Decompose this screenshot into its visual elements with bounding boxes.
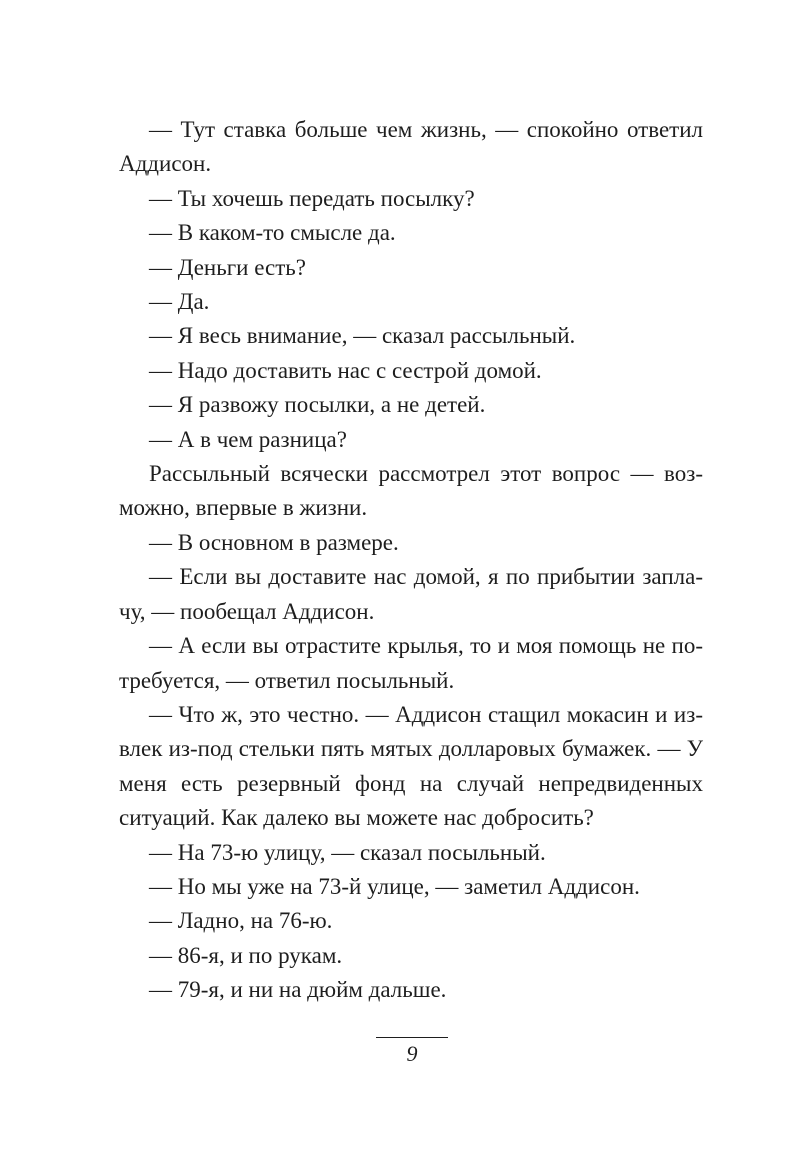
paragraph: — На 73-ю улицу, — сказал посыльный. — [149, 839, 546, 865]
paragraph: — 86-я, и по рукам. — [149, 942, 343, 968]
paragraph: — Деньги есть? — [149, 254, 306, 280]
paragraph: — Да. — [149, 289, 210, 315]
paragraph: — Что ж, это честно. — Аддисон стащил мокасин и извлек из-под стельки пять мятых долларовых бумажек. — У меня есть резервный фонд на случай непредвиденных ситуаций. Как далеко вы можете нас добросить? — [119, 701, 703, 831]
paragraph: — А в чем разница? — [149, 426, 347, 452]
paragraph: — 79-я, и ни на дюйм дальше. — [149, 977, 447, 1003]
body-text — [119, 113, 703, 1008]
paragraph: — В основном в размере. — [149, 529, 399, 555]
paragraph: — Ты хочешь передать посылку? — [149, 185, 475, 211]
paragraph: — А если вы отрастите крылья, то и моя помощь не потребуется, — ответил посыльный. — [119, 633, 703, 693]
paragraph: — Ладно, на 76-ю. — [149, 908, 333, 934]
paragraph: — В каком-то смысле да. — [149, 220, 396, 246]
paragraph: — Я развожу посылки, а не детей. — [149, 392, 486, 418]
paragraph: — Если вы доставите нас домой, я по прибытии заплачу, — пообещал Аддисон. — [119, 564, 703, 624]
page-number: 9 — [406, 1041, 418, 1066]
paragraph: — Надо доставить нас с сестрой домой. — [149, 357, 542, 383]
paragraph: — Но мы уже на 73-й улице, — заметил Аддисон. — [149, 873, 640, 899]
page-number-rule — [376, 1037, 448, 1038]
paragraph: — Тут ставка больше чем жизнь, — спокойно ответил Аддисон. — [119, 117, 703, 177]
paragraph: — Я весь внимание, — сказал рассыльный. — [149, 323, 576, 349]
paragraph: Рассыльный всячески рассмотрел этот вопрос — возможно, впервые в жизни. — [119, 461, 703, 521]
